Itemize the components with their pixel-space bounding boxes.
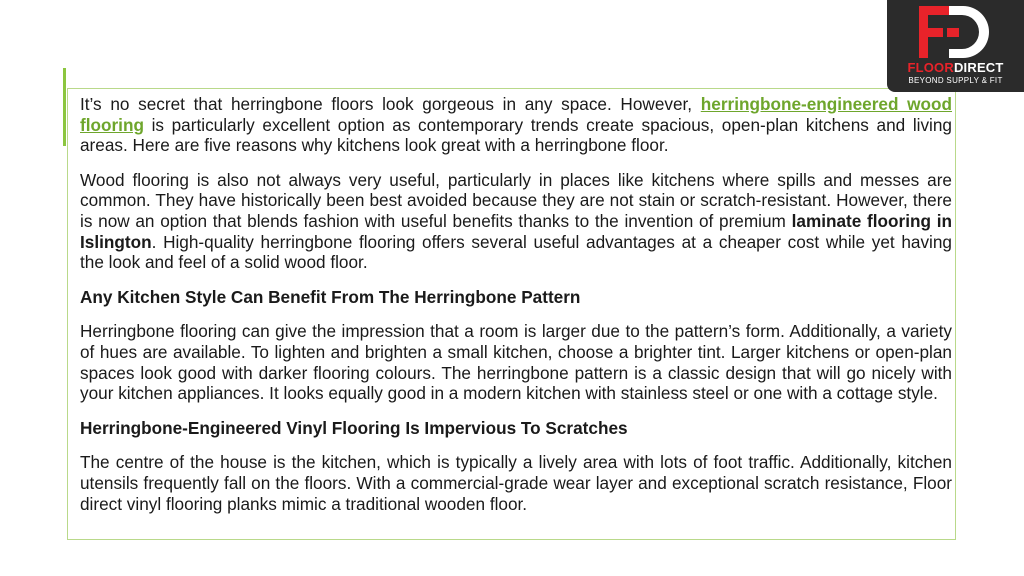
section-heading-kitchen-style: Any Kitchen Style Can Benefit From The Herringbone Pattern — [80, 286, 581, 307]
intro-paragraph — [80, 94, 952, 156]
logo-wordmark-direct: DIRECT — [953, 60, 1004, 75]
herringbone-paragraph: Herringbone flooring can give the impression that a room is larger due to the pattern’s form. Additionally, a variety of hues are available. To lighten and brighten a small kitchen, choose a brighter tint. Larger kitchens or open-plan spaces look good with darker flooring colours. The herringbone pattern is a classic design that will go nicely with your kitchen appliances. It looks equally good in a modern kitchen with stainless steel or one with a cottage style. — [80, 321, 952, 404]
fd-monogram-icon — [919, 6, 993, 60]
herringbone-engineered-link[interactable]: herringbone-engineered wood flooring — [80, 94, 952, 135]
intro-text-after: is particularly excellent option as contemporary trends create spacious, open-plan kitchens and living areas. Here are five reasons why kitchens look great with a herringbone floor. — [80, 114, 952, 156]
article-body — [80, 94, 952, 528]
section-heading-vinyl: Herringbone-Engineered Vinyl Flooring Is Impervious To Scratches — [80, 417, 628, 438]
floordirect-logo[interactable] — [887, 0, 1024, 92]
laminate-flooring-keyword: laminate flooring in Islington — [80, 210, 953, 252]
logo-wordmark-floor: FLOOR — [907, 60, 954, 75]
intro-text-before: It’s no secret that herringbone floors look gorgeous in any space. However, — [80, 94, 701, 114]
accent-bar — [63, 68, 66, 146]
wood-flooring-paragraph — [80, 170, 952, 273]
logo-tagline: BEYOND SUPPLY & FIT — [908, 76, 1003, 85]
wood-text-before: Wood flooring is also not always very useful, particularly in places like kitchens where spills and messes are common. They have historically been best avoided because they are not stain or scratch-resistant. However, there is now an option that blends fashion with useful benefits thanks to the invention of premium — [80, 169, 952, 231]
kitchen-centre-paragraph: The centre of the house is the kitchen, which is typically a lively area with lots of foot traffic. Additionally, kitchen utensils frequently fall on the floors. With a commercial-grade wear layer and exceptional scratch resistance, Floor direct vinyl flooring planks mimic a traditional wooden floor. — [80, 452, 952, 514]
wood-text-after: . High-quality herringbone flooring offers several useful advantages at a cheaper cost while yet having the look and feel of a solid wood floor. — [80, 231, 952, 273]
logo-wordmark — [887, 61, 1024, 75]
